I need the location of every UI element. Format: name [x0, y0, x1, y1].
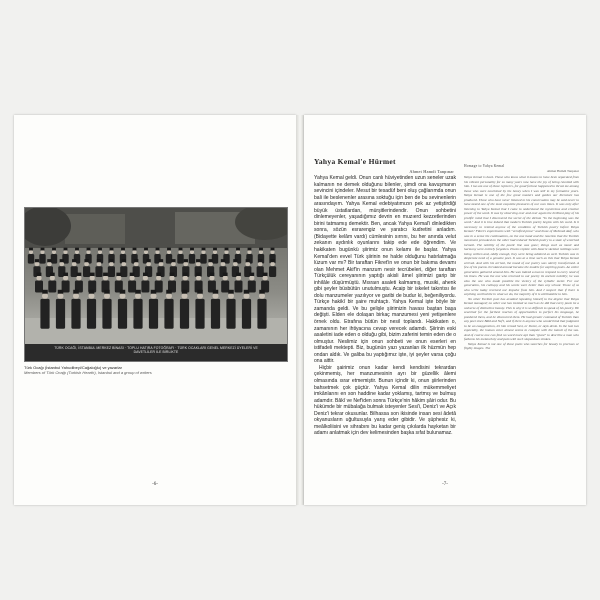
caption-english: Members of Türk Ocağı (Turkish Hearth), Istanbul and a group of writers: [24, 370, 152, 375]
turkish-paragraph: Yahya Kemal geldi. Onun canlı hüviyetinden uzun seneler uzak kalmanın ne demek olduğunu bilenler, şimdi ona kavuşmanın sevincini içindeler. Mesut bir tesadüf beni oluş çağlarımda onun bali ile beslenenler arasına soktuğu için ben de bu sevinenlerin arasındayım. Yahya Kemal edebiyatımızın pek az yetiştirdiği büyük üstatlardan, mürşitlerindendir. Onun sohbetini dinlemeyenler, yaşadığımız devrin en muzıerd kezzetlerinden birini tatmamış demektir. Ben, ancak Yahya Kemal'i dinledikten sonra, sözün esrarengiz ve yaratıcı kudretini anladım. (Bidayette kelâm vardı) cümlesinin sırrını, bu her anında velut zekanın aydınlık oyunlarını takip ede ede öğrendim. Ve hakikaten bugünkü şiirimiz onun kelamı ile başlar. Yahya Kemal'den evvel Türk şiirinin ne halde olduğunu hatırlatmağa lüzum var mı? Bir taraftan Fikret'in ve onun bir bakıma devamı olan Mehmet Akif'in manzum nesir tecrübeleri, diğer taraftan Türkçülük cereyanının yaptığı akisli âmel şiirimizi garip bir inhilâle düşürmüştü. Mısraın asaleti kalmamış, musiki, ahenk gibi şeyler büsbütün unutulmuştu. Acaip bir iskelet takıntısı ile dolu manzumeler yazılıyor ve garibi de budur ki, beğeniliyordu. Türkçe hakikî bir şaire muhtaçtı. Yahya Kemal işte böyle bir zamanda geldi. Ve bu gelişle şiirimizin havası baştan başa değişti. Elden ele dolaşan birkaç manzumesi yeni yetişenlere örnek oldu. Etrafına bütün bir nesil toplandı. Hakikaten o, zamanının her ihtiyacına cevap verecek adamdı. Şiirinin eski asaletini iade eden o olduğu gibi, bizim zaferini temin eden de o olmuştur. Neslimiz için onun sohbeti ve onun eserleri en istifadeli mektepti. Biz, bugünün yazı yazanları ilk hüzmün hep ondan aldık. Ve galiba bu yaptığımız işte, iyi şeyler varsa çoğu ona aittir.: [314, 175, 456, 365]
caption-turkish: Türk Ocağı (İstanbul Yahudibeyi/Cağaloğlu) ve yazarlar: [24, 365, 122, 370]
english-body-text: [464, 175, 579, 351]
left-page: [14, 115, 296, 505]
book-gutter: [296, 115, 304, 505]
page-number-right: -7-: [442, 482, 448, 487]
english-author: Ahmet Hamdi Tanpınar: [546, 169, 579, 173]
photo-caption: [24, 365, 286, 375]
page-number-left: -6-: [152, 482, 158, 487]
english-title: Homage to Yahya Kemal: [464, 164, 505, 168]
turkish-paragraph: Hiçbir şairimiz onun kadar kendi kendisini tekrardan çekinmemiş, her manzumesinin ayrı bir güzellik âlemi olmasında ısrar etmemiştir. Bunun içindir ki, onun şiirlerinden bahsetmek çok güçtür. Yahya Kemal dilin mükemmeliyet imkânlarını en son haddine kadar yoklamış, tartmış ve bulmuş adamdır. Bâkî ve Nef'iden sonra Türkçe'nin hâkim şâiri odur. Bu hükümde bir mübalağa bulmak isteyenler Sesi'i, Deniz'i ve Açık Deniz'i tekrar okusunlar. Bilhassa son ikisinde insan sesi âdetâ okyanusların uğultusuyla yarış eder gibidir. Ve şüphesiz ki, meâlkoliisini ve sihrabını bu kadar geniş çıkılarda hayketan bir adamı anlatmak için dev kelimesinden başka sıfat bulunamaz.: [314, 364, 456, 437]
turkish-body-text: [314, 175, 456, 437]
english-paragraph: Yahya Kemal is back. Those who know what it means to have been separated from his vibrant personality for so many years now have the joy of being reunited with him. I too am one of those rejoicers, for good fortune happened to thrust me among those who were nourished by his honey when I was still in my formative years. Yahya Kemal is one of the few great masters and guides our literature has produced. Those who have never listened to his conversation may be said never to have tasted one of the most exquisite pleasures of our own times. It was only after listening to Yahya Kemal that I came to understand the mysterious and creative power of the word. It was by observing over and over again the brilliant play of his prolific mind that I discovered the secret of the dictum "In the beginning was the word." And it is true indeed that modern Turkish poetry begins with his word. Is it necessary to remind anyone of the condition of Turkish poetry before Yahya Kemal? Fikret's experiments with "versified prose" and those of Mehmed Akif, who was in a sense his continuation, on the one hand and the reaction that the Turkish movement provoked on the other had reduced Turkish poetry to a state of wretched turmoil. The nobility of the poetic line was gone; things such as music and harmony were entirely forgotten. Poems replete with bizarre skeletal rattlings were being written and, oddly enough, they were being admired as well. Turkish was in desperate need of a genuine poet. It was at a time such as this that Yahya Kemal arrived. And with his arrival, the mood of our poetry was utterly transformed. A few of his poems circulated around became the models for aspiring poets. An entire generation gathered around him. He was indeed a man to respond to every need of his times. He was the one who returned to our poetry its ancient nobility; he was also the one who made possible the victory of the syllabic meter. For our generation, his colloquy and his works were better than any school. Those of us who write today received our impulse from him. And I suspect that if there is anything worthwhile in what we do, the majority of it is attributable to him.: [464, 175, 579, 296]
group-photograph: [24, 207, 288, 362]
group-photo-figures: [25, 208, 287, 361]
article-title: Yahya Kemal'e Hürmet: [314, 157, 396, 166]
article-author: Ahmet Hamdi Tanpınar: [409, 169, 454, 174]
right-page: [304, 115, 586, 505]
english-paragraph: No other Turkish poet has avoided repeating himself to the degree that Yahya Kemal managed; no other one has insisted so much as he did that every poem be a universe of distinctive beauty. This is why it is so difficult to speak of his poetry. He searched for the farthest reaches of opportunities to perfect his language, he pondered them, and he discovered them. He had greater command of Turkish than any poet since Bâkî and Nef'i, and if there is anyone who would think that judgment to be an exaggeration, let him reread Sesi, or Deniz, or Açık deniz. In the last two especially, the human voice almost seems to compete with the tumult of the sea. And of course one can find no word more apt than "giant" to describe a man who fathoms his melancholy and pain with such stupendous strokes.: [464, 296, 579, 341]
photo-inscription: TÜRK OCAĞI, İSTANBUL MERKEZ BİNASI · TOPLU HATIRA FOTOĞRAFI · TÜRK OCAKLARI GENEL MERKEZİ ÜYELERİ VE DAVETLİLER İLE BİRLİKTE: [25, 344, 287, 361]
english-paragraph: Yahya Kemal is not one of those poets who searches for beauty in precious or flighty images. The: [464, 341, 579, 350]
